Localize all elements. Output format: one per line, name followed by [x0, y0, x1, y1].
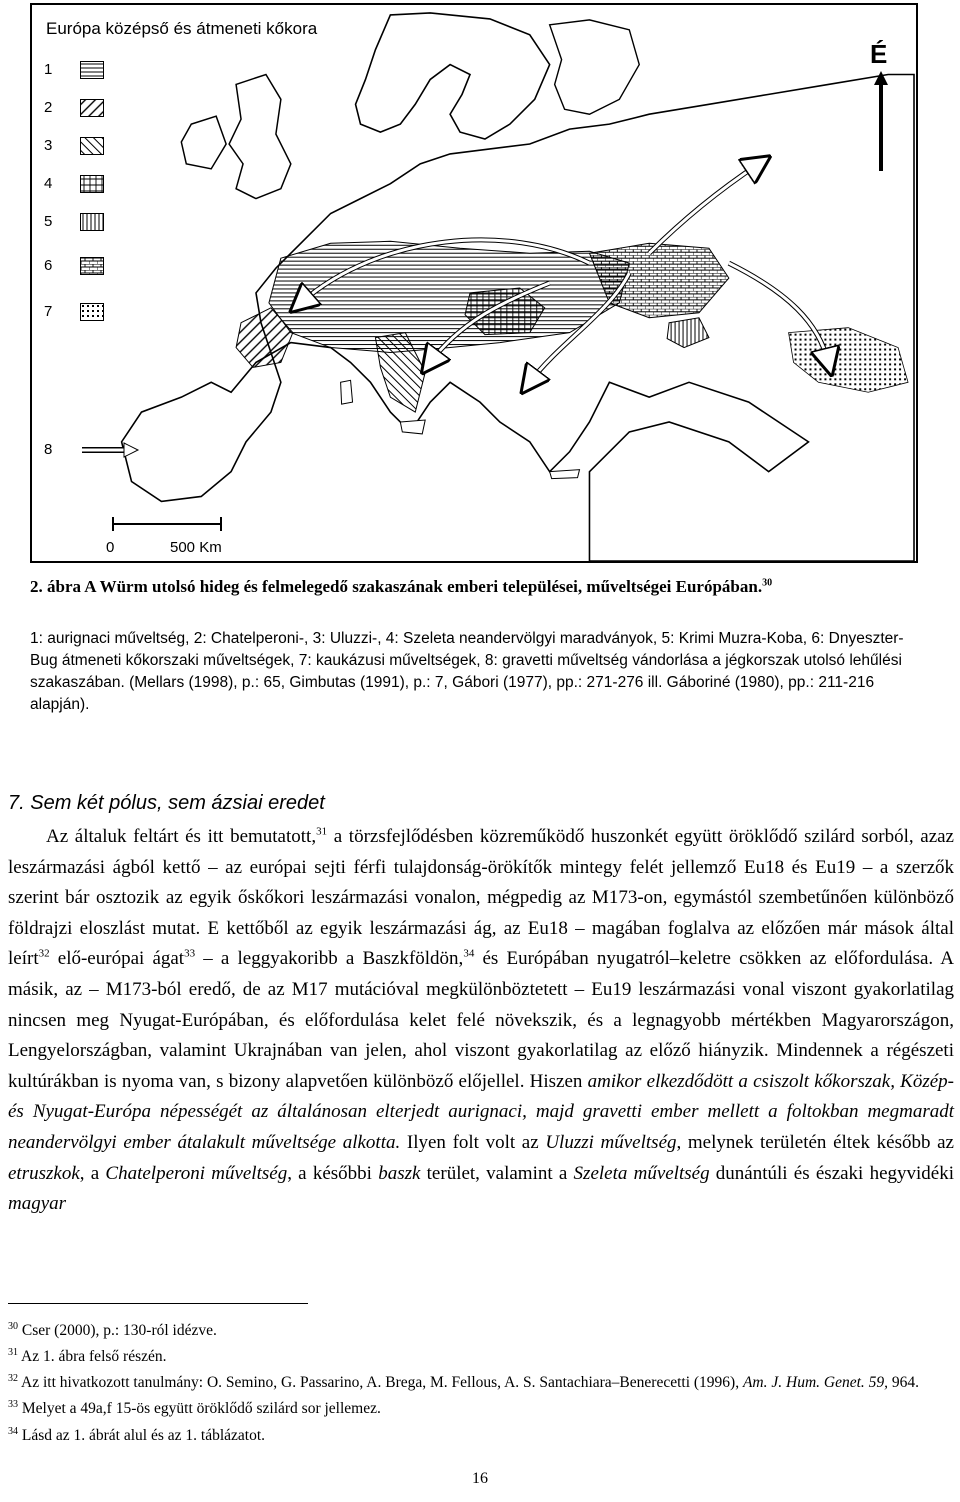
- legend-item-1: [44, 61, 134, 83]
- legend-swatch-aurignac: [80, 61, 104, 79]
- legend-swatch-caucasus: [80, 303, 104, 321]
- footnote-31: [8, 1342, 954, 1368]
- crete: [550, 470, 580, 479]
- scale-tick: [220, 517, 222, 531]
- scale-distance-label: 500 Km: [170, 539, 222, 556]
- body-paragraph: [8, 822, 954, 1220]
- legend-item-8: [44, 441, 134, 463]
- legend-item-5: [44, 213, 134, 235]
- text-run: dunántúli és északi hegyvidéki: [709, 1162, 954, 1184]
- italic-run: Chatelperoni műveltség: [105, 1162, 288, 1184]
- text-run: a törzsfejlődésben közreműködő huszonkét együtt öröklődő szilárd sorból, azaz leszármazási ágból kettő – az európai sejti férfi tulajdonság-örökítők mintegy felét jellemző Eu18 és Eu19 – a szerzők szerint bár osztozik az egyik őskőkori leszármazási vonalon, mégpedig az M173-on, egymástól szembetűnően különböző földrajzi eloszlást mutat. E kettőből az egyik leszármazási ág, az Eu18 – magában foglalva az előzően már mások által leírt: [8, 826, 954, 970]
- footnote-30: [8, 1316, 954, 1342]
- map-title: Európa középső és átmeneti kőkora: [46, 19, 318, 38]
- north-arrow: [864, 39, 904, 179]
- section-heading: 7. Sem két pólus, sem ázsiai eredet: [8, 792, 325, 814]
- legend-item-6: [44, 257, 134, 279]
- footnotes: [8, 1316, 954, 1447]
- text-run: terület, valamint a: [420, 1162, 574, 1184]
- italic-run: Uluzzi műveltség: [545, 1131, 677, 1153]
- legend-number: 8: [44, 441, 53, 458]
- map-scale-bar: [102, 517, 262, 557]
- britain-coast: [229, 75, 291, 199]
- footnote-34: [8, 1421, 954, 1447]
- footnote-number: 33: [8, 1399, 18, 1411]
- legend-item-2: [44, 99, 134, 121]
- europe-map-figure: [30, 3, 918, 563]
- scale-zero-label: 0: [106, 539, 115, 556]
- legend-arrow-gravettian: [80, 441, 140, 459]
- figure-caption-body: 1: aurignaci műveltség, 2: Chatelperoni-, 3: Uluzzi-, 4: Szeleta neandervölgyi maradványok, 5: Krimi Muzra-Koba, 6: Dnyeszter-Bug átmeneti kőkorszaki műveltségek, 7: kaukázusi műveltségek, 8: gravetti műveltség vándorlása a jégkorszak utolsó lehűlési szakaszában. (Mellars (1998), p.: 65, Gimbutas (1991), p.: 7, Gábori (1977), pp.: 271-276 ill. Gáboriné (1980), pp.: 211-216 alapján).: [30, 630, 904, 713]
- legend-swatch-chatelperron: [80, 99, 104, 117]
- finland-coast: [550, 20, 640, 114]
- footnote-text: Az itt hivatkozott tanulmány: O. Semino, G. Passarino, A. Brega, M. Fellous, A. S. Santachiara–Benerecetti (1996),: [21, 1374, 743, 1392]
- legend-item-4: [44, 175, 134, 197]
- footnote-number: 34: [8, 1425, 18, 1437]
- sicily: [400, 420, 425, 434]
- legend-swatch-szeleta: [80, 175, 104, 193]
- scandinavia-coast: [356, 13, 550, 139]
- italic-run: Szeleta műveltség: [573, 1162, 710, 1184]
- legend-swatch-crimea: [80, 213, 104, 231]
- footnote-ref: 30: [762, 577, 773, 589]
- text-run: Az általuk feltárt és itt bemutatott,: [46, 826, 317, 847]
- italic-run: amikor elkezdődött a csiszolt kőkorszak, Közép- és Nyugat-Európa népességét az általánosan elterjedt aurignaci, majd gravetti ember mellett a foltokban megmaradt neandervölgyi ember átalakult műveltsége alkotta.: [8, 1070, 954, 1153]
- north-label: É: [870, 39, 888, 69]
- footnote-text: Melyet a 49a,f 15-ös együtt öröklődő szilárd sor jellemez.: [21, 1400, 381, 1418]
- legend-number: 4: [44, 175, 53, 192]
- text-run: , a: [79, 1162, 106, 1184]
- italic-run: etruszkok: [8, 1162, 80, 1184]
- footnote-ref: 33: [184, 948, 196, 961]
- north-arrow-icon: [874, 71, 888, 171]
- footnote-number: 30: [8, 1321, 18, 1332]
- footnote-divider: [8, 1303, 308, 1304]
- text-run: , melynek területén éltek később az: [676, 1131, 954, 1153]
- legend-number: 1: [44, 61, 53, 78]
- footnote-text: Cser (2000), p.: 130-ról idézve.: [21, 1322, 217, 1340]
- legend-item-3: [44, 137, 134, 159]
- legend-number: 7: [44, 303, 53, 320]
- footnote-ref: 34: [463, 948, 475, 961]
- figure-caption-title: [30, 577, 772, 597]
- footnote-ref: 31: [316, 825, 328, 838]
- sardinia: [341, 380, 353, 404]
- footnote-text: 964.: [888, 1374, 920, 1392]
- legend-item-7: [44, 303, 134, 325]
- footnote-number: 32: [8, 1373, 18, 1385]
- italic-run: baszk: [378, 1162, 421, 1184]
- scale-tick: [112, 517, 114, 531]
- text-run: – a leggyakoribb a Baszkföldön,: [195, 948, 464, 970]
- europe-map-drawing: [32, 5, 916, 561]
- legend-swatch-dnyeszter-bug: [80, 257, 104, 275]
- text-run: Ilyen folt volt az: [400, 1131, 546, 1153]
- text-run: és Európában nyugatról–keletre csökken az előfordulása. A másik, az – M173-ból eredő, de az M17 mutációval megkülönböztetett – Eu19 leszármazási vonal viszont gyakorlatilag nincsen meg Nyugat-Európában, és előfordulása kelet felé növekszik, és a legnagyobb mértékben Magyarországon, Lengyelországban, valamint Ukrajnában van jelen, ahol viszont gyakorlatilag az előző hiányzik. Mindennek a régészeti kultúrákban is nyoma van, s bizony alapvetően különböző előjellel. Hiszen: [8, 948, 955, 1092]
- footnote-32: [8, 1368, 954, 1394]
- footnote-number: 31: [8, 1347, 18, 1359]
- text-run: , a későbbi: [287, 1162, 379, 1184]
- ireland-coast: [181, 116, 226, 169]
- legend-number: 2: [44, 99, 53, 116]
- footnote-text: Az 1. ábra felső részén.: [21, 1348, 167, 1366]
- legend-number: 5: [44, 213, 53, 230]
- legend-number: 3: [44, 137, 53, 154]
- text-run: elő-európai ágat: [49, 948, 185, 970]
- footnote-ref: 32: [38, 948, 50, 961]
- legend-swatch-uluzzi: [80, 137, 104, 155]
- italic-run: magyar: [8, 1193, 67, 1215]
- footnote-journal: Am. J. Hum. Genet. 59,: [742, 1374, 889, 1392]
- legend-number: 6: [44, 257, 53, 274]
- footnote-text: Lásd az 1. ábrát alul és az 1. táblázatot.: [21, 1426, 266, 1444]
- footnote-33: [8, 1394, 954, 1420]
- scale-line: [112, 523, 222, 525]
- page-number: 16: [472, 1470, 488, 1487]
- caption-title-text: 2. ábra A Würm utolsó hideg és felmelegedő szakaszának emberi települései, műveltségei Európában.: [30, 577, 763, 596]
